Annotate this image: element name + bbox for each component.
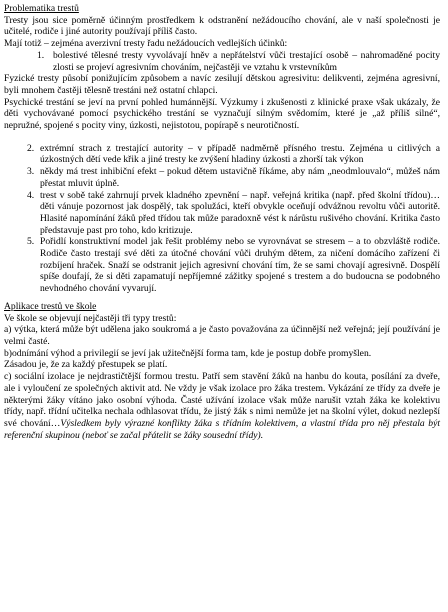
list-item-1 — [4, 50, 440, 73]
section-heading-problems: Problematika trestů — [4, 3, 79, 14]
section-heading-school: Aplikace trestů ve škole — [4, 300, 97, 312]
list-item-4 — [4, 190, 440, 237]
intro-paragraph: Tresty jsou sice poměrně účinným prostředkem k odstranění nežádoucího chování, ale v naší společnosti je učitelé, rodiče i jiné autority používají příliš často. — [4, 14, 440, 38]
list-item-text: Pořidlí konstruktivní model jak řešit problémy nebo se vyrovnávat se stresem – a to obzvláště rodiče. Rodiče často trestají své děti za útočné chování vůči druhým dětem, za ničení domácího zařízení či rozbíjení hraček. Snaží se odstranit jejich agresivní chování tím, že se sami chovají agresivně. Dospělí spíše doufají, že si děti zapamatují nepříjemné zážitky spojené s trestem a do budoucna se podobného nevhodného chování vyvarují. — [40, 236, 440, 295]
intro-lead-in: Mají totiž – zejména averzivní tresty řadu nežádoucích vedlejších účinků: — [4, 38, 288, 50]
list-item-text: někdy má trest inhibiční efekt – pokud dětem ustavičně říkáme, aby nám „neodmlouvalo“, můžeš nám přestat mluvit úplně. — [40, 166, 440, 189]
point-a-reprimand: a) výtka, která může být udělena jako soukromá a je často považována za účinnější než veřejná; její používání je velmi časté. — [4, 324, 440, 347]
list-item-text: bolestivé tělesné tresty vyvolávají hněv a nepřátelství vůči trestající osobě – nahromaděné pocity zlosti se projeví agresivním chováním, nejčastěji ve vztahu k vrstevníkům — [53, 49, 440, 73]
list-number: 5. — [27, 236, 35, 248]
list-number: 3. — [27, 166, 35, 178]
psychological-punishment-paragraph: Psychické trestání se jeví na první pohled humánnější. Výzkumy i zkušenosti z klinické praxe však ukázaly, že děti vychovávané pomocí psychického trestání se vyznačují silným svědomím, které je „až příliš silné“, nepružné, spojené s pocity viny, úzkosti, nejistotou, popírapě s neurotičností. — [4, 96, 440, 132]
list-item-5 — [4, 236, 440, 295]
list-item-text: trest v sobě také zahrnují prvek kladného zpevnění – např. veřejná kritika (např. před školní třídou)…děti vánuje pozornost jak dospělý, tak spolužáci, kteří obvykle oceňují odvážnou revoltu vůči autoritě. Hlasité napomínání žáků před třídou tak může paradoxně vést k nárůstu rušivého chování. Kritika často představuje past pro toho, kdo kritizuje. — [40, 189, 440, 236]
point-c-italic-text: Výsledkem byly výrazné konflikty žáka s třídním kolektivem, a vlastní třída pro něj přestala být referenční skupinou (neboť se začal přátelit se žáky sousední třídy). — [4, 417, 440, 441]
list-number: 4. — [27, 189, 35, 201]
point-c-text: c) sociální izolace je nejdrastičtější formou trestu. Patří sem stavění žáků na hanbu do kouta, posílání za dveře, ale i vyloučení ze společných aktivit atd. Ne vždy je však izolace pro žáka trestem. Vykázání ze třídy za dveře je některými žáky vítáno jako osobní výhoda. Časté užívání izolace však může narušit vztah žáka ke kolektivu třídy, např. třídní učitelka nechala odhlasovat třídu, že jistý žák s nimi nemůže jet na školní výlet, dokud nezlepší své chování… — [4, 371, 440, 429]
list-item-text: extrémní strach z trestající autority – v případě nadměrně přísného trestu. Zejména u citlivých a úzkostných dětí vede křik a jiné tresty ke zvýšení hladiny úzkosti a zhorší tak výkon — [40, 142, 440, 166]
list-number: 1. — [37, 49, 45, 61]
point-b-note: Zásadou je, že za každý přestupek se platí. — [4, 359, 168, 371]
list-number: 2. — [27, 142, 35, 154]
spacer — [4, 132, 440, 143]
point-c-isolation — [4, 371, 440, 441]
school-intro: Ve škole se objevují nejčastěji tři typy trestů: — [4, 312, 177, 324]
point-b-privileges: b)odnímání výhod a privilegií se jeví jak užitečnější forma tam, kde je postup dobře promyšlen. — [4, 347, 372, 359]
list-item-2 — [4, 143, 440, 166]
physical-punishment-paragraph: Fyzické tresty působí ponižujícím způsobem a navíc zesilují dětskou agresivitu: delikventi, zejména agresivní, byli mnohem častěji tělesně trestáni než ostatní chlapci. — [4, 73, 440, 96]
list-item-3 — [4, 166, 440, 189]
